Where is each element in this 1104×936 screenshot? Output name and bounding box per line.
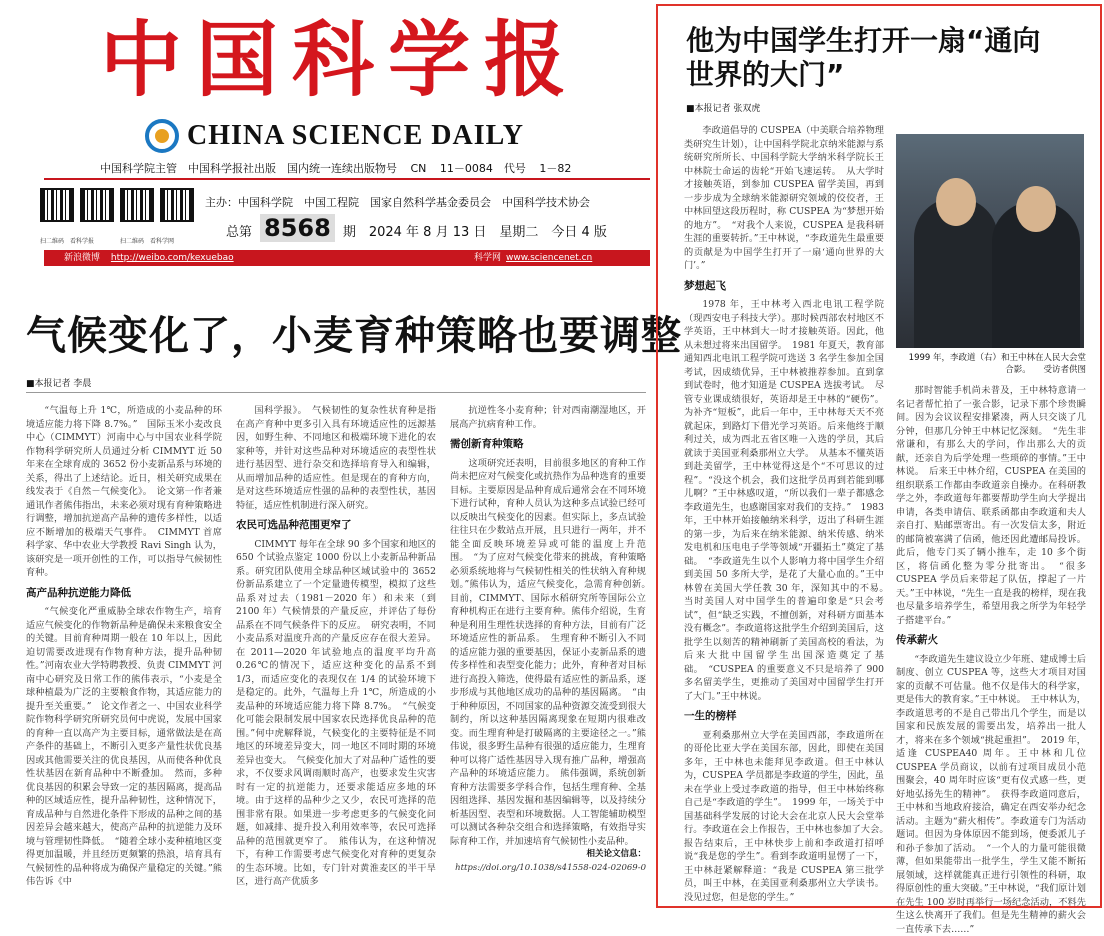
lead-byline: ■本报记者 李晨 [26, 376, 91, 389]
qr-label-1: 扫二维码 看科学报 [40, 236, 94, 245]
web-label: 科学网 [474, 250, 501, 266]
feature-col1-text: 1978 年，王中林考入西北电讯工程学院（现西安电子科技大学）。那时候西部农村地区不学英语，王中林到大一时才接触英语。因此，他从未想过将来出国留学。 1981 年夏天，教育部通知西北电讯工程学院可选送 3 名学生参加全国考试，因成绩优异，王中林被推荐参加。直到拿到试卷时，他才知道是 CUSPEA 选拔考试。 尽管专业课成绩很好，英语却是王中林的“硬伤”。为补齐“短板”，此后一年中，王中林每天天不亮就起床，到路灯下借光学习英语。后来他终于顺利过关，成为西北五省区唯一入选的学员，其后就读于美国亚利桑那州立大学。 从基本不懂英语到赴美留学，王中林觉得这是个“不可思议的过程”。“没这个机会，我们这批学员再到若能到哪儿啊？”王中林感叹道，“所以我们一辈子都感念李政道先生，也感谢国家对我们的支持。” 1983 年，王中林开始接触纳米科学，迈出了科研生涯的第一步，为后来在纳米能源、纳米传感、纳米发电机和压电电子学等领域“开疆拓土”奠定了基础。 “李政道先生以个人影响力将中国学生介绍到美国 50 多所大学，是花了大量心血的。”王中林曾在美国大学任教 30 年，深知其中的不易。 当时美国人对中国学生的普遍印象是“只会考试”，但“缺乏实践，不擅创新，对科研方面基本没有概念”。李政道将这批学生介绍到美国后，这批学生以刻苦的精神刷新了美国高校的看法，为后来大批中国留学生出国深造奠定了基础。 “CUSPEA 的重要意义不只是培养了 900 多名留美学生，更推动了美国对中国留学生打开了大门。”王中林说。 [684, 298, 884, 703]
masthead-title-en [145, 118, 524, 154]
qr-label-2: 扫二维码 看科学网 [120, 236, 174, 245]
link-bar [44, 250, 650, 266]
lead-subhead-2: 农民可选品种范围更窄了 [236, 519, 436, 533]
lead-col1-text: “气温每上升 1℃，所造成的小麦品种的环境适应能力将下降 8.7%。” 国际玉米小麦改良中心（CIMMYT）河南中心与中国农业科学院作物科学研究所人员通过分析 CIMMYT 近 50 年来在全球育成的 3652 份小麦新品系与环境的关系，得出了上述结论。近日，相关研究成果在线发表于《自然－气候变化》。 论文第一作者兼通讯作者熊伟指出，未来必须对现有育种策略进行调整，增加抗逆高产品种的遗传多样性，以适应不断增加的极端天气事件。 CIMMYT 首席科学家、华中农业大学教授 Ravi Singh 认为，该研究是一项开创性的工作，可以指导气候韧性育种。 [26, 404, 222, 580]
person-left-head [936, 178, 976, 226]
qr-code-icon [120, 188, 154, 222]
qr-code-3[interactable] [120, 188, 154, 222]
lead-col2b-text: CIMMYT 每年在全球 90 多个国家和地区的 650 个试验点鉴定 1000 份以上小麦新品种新品系。研究团队使用全球品种区域试验中的 3652 份新品系建立了一个定量遗传模型，模拟了这些品系对过去（1981－2020 年）和未来（到 2100 年）气候情景的产量反应，并评估了每份品系在不同气候条件下的反应。 研究表明，不同小麦品系对温度升高的产量反应存在很大差异。在 2011—2020 年试验地点的温度平均升高 0.26℃的情况下，适应这种变化的品系不到 1/3，而适应变化的表现仅在 1/4 的试验环境下是稳定的。此外，气温每上升 1℃，所造成的小麦品种的环境适应能力将下降 8.7%。 “气候变化可能会限制发展中国家农民选择优良品种的范围。”何中虎解释说，气候变化的主要特征是不同地区的环境差异变大，同一地区不同时期的环境差异也变大。 气候变化加大了对品种广适性的要求，不仅要求风调雨顺时高产，也要求发生灾害时有一定的抗逆能力，还要求能适应多地的环境。由于这样的品种少之又少，农民可选择的范围非常有限。如果进一步考虑更多的气候变化问题，如减排、提升投入利用效率等，农民可选择品种的范围就更窄了。 熊伟认为，在这种情况下，有种工作需要考虑气候变化对育种的更复杂的生态环境。比如，专门针对黄淮麦区的半干旱区，进行高产优质多 [236, 538, 436, 889]
feature-subhead-3: 传承薪火 [896, 634, 1086, 648]
masthead-title-cn: 中国科学报 [100, 8, 570, 114]
lead-column-3 [450, 404, 646, 910]
feature-subhead-1: 梦想起飞 [684, 280, 884, 294]
lead-ref-label: 相关论文信息： [450, 848, 646, 862]
lead-col3b-text: 这项研究还表明，目前很多地区的育种工作尚未把应对气候变化或抗热作为品种选育的重要目标。主要原因是品种育成后通常会在不同环境下进行试种，育种人员认为这种多点试验已经可以反映出气候变化的因素。但实际上，多点试验往往只在少数站点开展，且只进行一两年，并不能全面反映环境差异或可能的温度上升范围。 “为了应对气候变化带来的挑战，育种策略必须系统地将与气候韧性相关的性状纳入育种规划。”熊伟认为，适应气候变化，急需育种创新。 目前，CIMMYT、国际水稻研究所等国际公立育种机构正在进行主要育种。熊伟介绍说，生育种是利用生理性状选择的育种方法，目前有广泛环境适应性的新品系。 生理育种不断引入不同的适应能力强的重要基因，保证小麦新品系的遗传多样性和表型变化能力；此外，育种者对目标进行高投入筛选，使得最有适应性的新品系，逐步形成与其他地区成功的品种的基因隔离。 “由于种种原因，不同国家的品种资源交流受到很大制约，所以这种基因隔离现象在短期内很难改变。而生理育种是打破隔离的主要途径之一。”熊伟说，很多野生品种有很强的适应能力，生理育种可以将广适性基因导入现有推广品种，增强高产品种的环境适应能力。 熊伟强调，系统创新育种方法需要多学科合作，包括生理育种、全基因组选择、基因发掘和基因编辑等，以及持续分析基因型、表型和环境数据。人工智能辅助模型可以测试各种杂交组合和选择策略，有效指导实际育种工作，并加速培育气候韧性小麦品种。 [450, 457, 646, 849]
lead-col2-text: 国科学报》。 气候韧性的复杂性状育种是指在高产育种中更多引入具有环境适应性的远源基因，如野生种、不同地区和极端环境下进化的农家种等，并针对这些品种对环境适应的表型性状进行基因型、进行杂交和选择培育导入和编辑，从而增加品种的适应性。但是现在的育种方向，是对这些环境适应性强的品种的表型性状，基因特征，适应性机制进行深入研究。 [236, 404, 436, 512]
qr-code-1[interactable] [40, 188, 74, 222]
feature-byline: ■本报记者 张双虎 [686, 101, 760, 114]
masthead-title-en-text: CHINA SCIENCE DAILY [187, 120, 524, 152]
feature-col1b-text: 亚利桑那州立大学在美国西部，李政道所在的哥伦比亚大学在美国东部，因此，即使在美国多年，王中林也未能拜见李政道。但王中林认为，CUSPEA 学员都是李政道的学生，因此，虽未在学业上受过李政道的指导，但王中林始终称自己是“李政道的学生”。 1999 年，一场关于中国基础科学发展的讨论大会在北京人民大会堂举行。李政道在会上作报告，王中林也参加了大会。 报告结束后，王中林快步上前和李政道打招呼说“我是您的学生”。看到李政道明显愣了一下，王中林赶紧解释道：“我是 CUSPEA 第三批学员，叫王中林，在美国亚利桑那州立大学读书。没见过您，但是您的学生。” [684, 729, 884, 905]
lead-subhead-1: 高产品种抗逆能力降低 [26, 587, 222, 601]
feature-intro-text: 李政道倡导的 CUSPEA（中美联合培养物理类研究生计划），让中国科学院北京纳米能源与系统研究所所长、中国科学院大学纳米科学院长王中林院士命运的齿轮“开始飞速运转。 从大学时才接触英语，到参加 CUSPEA 留学美国，再到一步步成为全球纳米能源研究领域的佼佼者，王中林回望这段历程时，称 CUSPEA 为“梦想开始的地方”。 “对我个人来说，CUSPEA 是我科研生涯的重要转折。”王中林说，“李政道先生最重要的贡献是为中国学生打开了一扇‘通向世界的大门’。” [684, 124, 884, 273]
feature-subhead-2: 一生的榜样 [684, 710, 884, 724]
qr-code-icon [160, 188, 194, 222]
lead-subhead-3: 需创新育种策略 [450, 438, 646, 452]
issue-prefix: 总第 [226, 221, 252, 240]
feature-col2b-text: “李政道先生建议设立少年班、建成博士后制度、创立 CUSPEA 等，这些大才项目对国家的贡献不可估量。他不仅是伟大的科学家，更是伟大的教育家。”王中林说。 王中林认为，李政道思考的不是自己带出几个学生，而是以国家和民族发展的需要出发，培养出一批人才，将来在多个领域“挑起重担”。 2019 年，适逢 CUSPEA40 周年。王中林和几位 CUSPEA 学员商议，以前有过项目成员小范围聚会，40 周年时应该“更有仪式感一些，更好地弘扬先生的精神”。 获得李政道同意后，王中林和当地政府接洽，确定在西安举办纪念活动。主题为“薪火相传”。李政道专门为活动题词。但因为身体原因不能到场，便委派儿子和孙子参加了活动。 “一个人的力量可能很微薄，但如果能带出一批学生，学生又能不断拓展领域，这样就能真正进行引领性的科研，取得原创性的重大突破。”王中林说，“我们原计划在先生 100 岁时再举行一场纪念活动，不料先生这么快离开了我们。但是先生精神的薪火会一直传承下去……” [896, 653, 1086, 936]
qr-code-icon [40, 188, 74, 222]
photo-caption: 1999 年，李政道（右）和王中林在人民大会堂合影。 受访者供图 [904, 352, 1086, 376]
feature-photo [896, 134, 1084, 348]
lead-headline: 气候变化了，小麦育种策略也要调整 [26, 304, 646, 361]
issue-date: 期 2024 年 8 月 13 日 星期二 今日 4 版 [343, 221, 607, 240]
lead-col1b-text: “气候变化严重威胁全球农作物生产，培育适应气候变化的作物新品种是确保未来粮食安全的关键。目前育种周期一般在 10 年以上，因此迫切需要改进现有作物育种方法，提升品种韧性。”河南农业大学特聘教授、负责 CIMMYT 河南中心研究及日常工作的熊伟表示，“小麦是全球种植最为广泛的主要粮食作物，其适应能力的提升至关重要。” 论文作者之一、中国农业科学院作物科学研究所研究员何中虎说，发展中国家的育种一直以高产为主要目标，通常做法是在高产条件的基础上，不断引入更多产量性状优良基因或其他需要关注的优良基因，从而使各种优良性状基因在新育品种中不断叠加。 然而，多种优良基因的积累会导致一定的基因隔离，提高品种的区域适应性，提升品种韧性，这种情况下，育成品种与自然进化条件下形成的品种之间的基因差异会越来越大，使高产品种的抗逆能力及环境与管理韧性降低。 “随着全球小麦种植地区变得更加温暖，并且经历更频繁的热浪，培育具有气候韧性的品种将成为确保产量稳定的关键。”熊伟告诉《中 [26, 605, 222, 889]
qr-code-icon [80, 188, 114, 222]
feature-column-2 [896, 384, 1086, 904]
issue-line [226, 214, 607, 242]
feature-headline: 他为中国学生打开一扇“通向世界的大门” [686, 24, 1066, 92]
feature-column-1 [684, 124, 884, 900]
publication-info: 中国科学院主管 中国科学报社出版 国内统一连续出版物号 CN 11－0084 代号 1－82 [100, 160, 571, 176]
sponsors: 主办：中国科学院 中国工程院 国家自然科学基金委员会 中国科学技术协会 [205, 194, 590, 210]
cas-logo-icon [145, 119, 179, 153]
feature-col2-text: 那时智能手机尚未普及，王中林特意请一名记者帮忙拍了一张合影，记录下那个珍贵瞬间。因为会议议程安排紧凑，两人只交谈了几分钟，但那几分钟王中林记忆深刻。 “先生非常谦和，有那么大的学问，作出那么大的贡献，还亲自为后学处理一些琐碎的事情。”王中林说。 后来王中林介绍，CUSPEA 在美国的组织联系工作都由李政道亲自操办。在科研教学之外，李政道每年都要帮助学生向大学提出申请，各类申请信、联系函都由李政道和夫人亲自打、贴邮票寄出。有一次发信太多，附近的邮筒被塞满了信函，他还因此遭邮局投诉。此后，他专门买了辆小推车，走 10 多个街区，将信函化整为零分批寄出。 “很多 CUSPEA 学员后来带起了队伍，撑起了一片天。”王中林说，“先生一直是我的榜样，现在我也尽量多培养学生，希望用我之所学为年轻学子搭建平台。” [896, 384, 1086, 627]
lead-col3-text: 抗逆性冬小麦育种；针对西南潮湿地区，开展高产抗病育种工作。 [450, 404, 646, 431]
weibo-label: 新浪微博 [64, 253, 100, 263]
qr-code-4[interactable] [160, 188, 194, 222]
qr-code-2[interactable] [80, 188, 114, 222]
lead-ref-url[interactable]: https://doi.org/10.1038/s41558-024-02069-0 [450, 862, 646, 876]
masthead-rule [44, 178, 650, 180]
issue-number: 8568 [260, 214, 335, 242]
web-link[interactable]: www.sciencenet.cn [506, 250, 592, 266]
weibo-link[interactable]: http://weibo.com/kexuebao [111, 253, 234, 263]
person-right-head [1016, 186, 1056, 232]
lead-divider [26, 392, 646, 393]
lead-column-2 [236, 404, 436, 910]
lead-column-1 [26, 404, 222, 910]
